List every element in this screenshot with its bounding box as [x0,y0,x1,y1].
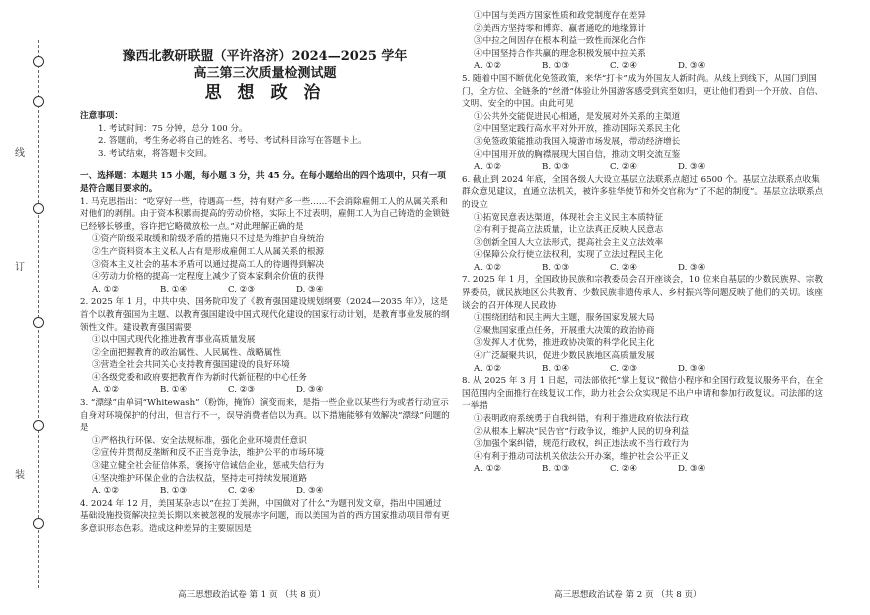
note-item: 1. 考试时间：75 分钟，总分 100 分。 [98,123,248,134]
notes-title: 注意事项： [80,111,123,121]
answer-choices [462,161,824,174]
question-option: ①拓宽民意表达渠道，体现社会主义民主本质特征 [474,212,664,223]
question-option: ④各级党委和政府要把教育作为新时代新征程的中心任务 [92,372,307,383]
question-option: ④劳动力价格的提高一定程度上减少了资本家剩余价值的获得 [92,272,325,283]
left-column [80,10,450,536]
choice-c: C. ②③ [610,363,638,374]
right-column [462,10,824,476]
choice-d: D. ③④ [678,464,706,475]
answer-choices [80,284,450,297]
question-option: ①资产阶级采取缓和阶级矛盾的措施只不过是为维护自身统治 [92,234,325,245]
choice-b: B. ①③ [542,262,570,273]
answer-choices [462,363,824,376]
question-option: ①中国与美西方国家性质和政党制度存在差异 [474,11,646,21]
exam-org-title: 豫西北教研联盟（平许洛济）2024—2025 学年 [122,49,408,64]
question-5 [462,73,824,174]
question-option: ④中国坚持合作共赢的理念积极发展中拉关系 [474,48,646,59]
choice-c: C. ②④ [610,464,638,475]
page-footer-left: 高三思想政治试卷 第 1 页 （共 8 页） [178,590,326,600]
question-stem: 8. 从 2025 年 3 月 1 日起，司法部依托“掌上复议”微信小程序和全国行政复议服务平台，在全国范围内全面推行在线复议工作，助力社会公众实现足不出户申请和参加行政复议。司法部的这一举措 [462,376,824,412]
answer-choices [462,463,824,476]
question-option: ④坚决维护环保企业的合法权益，坚持走可持续发展道路 [92,473,307,484]
choice-b: B. ①③ [542,464,570,475]
binding-label: 订 [15,262,25,273]
question-stem: 5. 随着中国不断优化免签政策，来华“打卡”成为外国友人新时尚。从线上到线下，从国门到国门，全方位、全链条的“丝滑”体验让外国游客感受到宾至如归，更让他们看到一个开放、自信、文明、安全的中国。由此可见 [462,73,824,110]
answer-choices [462,60,824,73]
binding-dashed-line [38,40,39,588]
subject-title: 思 想 政 治 [204,83,326,103]
question-option: ②从根本上解决“民告官”行政争议，维护人民的切身利益 [474,426,690,437]
question-8 [462,375,824,476]
choice-c: C. ②④ [228,486,256,497]
choice-b: B. ①④ [542,363,570,374]
choice-a: A. ①② [92,284,120,295]
question-option: ④有利于推动司法机关依法公开办案，维护社会公平正义 [474,451,689,462]
note-item: 3. 考试结束，将答题卡交回。 [98,148,213,159]
choice-a: A. ①② [474,61,502,72]
question-option: ①以中国式现代化推进教育事业高质量发展 [92,335,256,346]
question-option: ②美西方坚持零和博弈、赢者通吃的地缘算计 [474,23,646,34]
choice-d: D. ③④ [678,162,706,173]
question-option: ③资本主义社会的基本矛盾可以通过提高工人的待遇得到解决 [92,259,325,270]
binding-hole-icon [33,420,44,431]
choice-d: D. ③④ [678,262,706,273]
section-heading: 一、选择题：本题共 15 小题，每小题 3 分，共 45 分。在每小题给出的四个选项中，只有一项是符合题目要求的。 [80,171,446,194]
answer-choices [80,485,450,498]
question-stem: 2. 2025 年 1 月，中共中央、国务院印发了《教育强国建设规划纲要（2024—2035 年）》，这是首个以教育强国为主题、以教育强国建设中国式现代化建设的国家行动计划，是教育事业发展的纲领性文件。建设教育强国需要 [80,297,450,333]
choice-d: D. ③④ [296,385,324,396]
choice-c: C. ②③ [228,284,256,295]
question-option: ③建立健全社会征信体系，褒扬守信诚信企业，惩戒失信行为 [92,461,325,472]
question-7 [462,274,824,375]
question-option: ③创新全国人大立法形式，提高社会主义立法效率 [474,237,664,248]
question-option: ④保障公众行使立法权利，实现了立法过程民主化 [474,250,664,261]
binding-hole-icon [33,203,44,214]
question-3 [80,397,450,498]
choice-c: C. ②④ [610,162,638,173]
binding-hole-icon [33,96,44,107]
question-option: ①严格执行环保、安全法规标准，强化企业环境责任意识 [92,435,307,446]
question-option: ③营造全社会共同关心支持教育强国建设的良好环境 [92,360,290,371]
question-option: ③发挥人才优势，推进政协决策的科学化民主化 [474,338,655,349]
choice-c: C. ②④ [610,61,638,72]
question-stem: 3. “漂绿”由单词“Whitewash”（粉饰，掩饰）演变而来，是指一些企业以某些行为或者行动宣示自身对环境保护的付出，但言行不一，误导消费者信以为真。以下措施能够有效解决“漂绿”问题的是 [80,398,450,434]
question-4-continued [462,10,824,73]
page-footer-right: 高三思想政治试卷 第 2 页 （共 8 页） [554,590,702,600]
choice-d: D. ③④ [678,363,706,374]
choice-a: A. ①② [474,162,502,173]
binding-hole-icon [33,518,44,529]
question-option: ①公共外交能促进民心相通，是发展对外关系的主渠道 [474,111,681,122]
question-option: ③中拉之间因存在根本利益一致性而深化合作 [474,36,646,47]
question-6 [462,174,824,275]
choice-c: C. ②③ [228,385,256,396]
question-option: ②聚焦国家重点任务，开展重大决策的政治协商 [474,325,655,336]
binding-hole-icon [33,317,44,328]
answer-choices [80,384,450,397]
choice-b: B. ①③ [542,162,570,173]
choice-b: B. ①③ [160,486,188,497]
question-1 [80,196,450,297]
question-option: ②全面把握教育的政治属性、人民属性、战略属性 [92,347,282,358]
binding-margin [0,0,64,615]
question-option: ③免签政策能推动我国入境游市场发展，带动经济增长 [474,136,681,147]
exam-title: 高三第三次质量检测试题 [193,66,337,81]
question-option: ①表明政府系统勇于自我纠错，有利于推进政府依法行政 [474,414,689,424]
question-option: ②有利于提高立法质量，让立法真正反映人民意志 [474,225,664,236]
question-stem: 1. 马克思指出：“吃穿好一些，待遇高一些，持有财产多一些……不会消除雇佣工人的从属关系和对他们的剥削。由于资本积累而提高的劳动价格，实际上不过表明，雇佣工人为自己铸造的金锁链已经够长够重，容许把它略微放松一点。”对此理解正确的是 [80,196,450,232]
choice-d: D. ③④ [296,486,324,497]
question-stem: 7. 2025 年 1 月，全国政协民族和宗教委员会召开座谈会，10 位来自基层的少数民族界、宗教界委员，就民族地区公共教育、少数民族非遗传承人、乡村振兴等问题反映了他们的关切。该座谈会的召开体现人民政协 [462,275,823,311]
question-stem: 6. 截止到 2024 年底，全国各级人大设立基层立法联系点超过 6500 个。基层立法联系点收集群众意见建议，直通立法机关，被许多驻华使节和外交官称为“了不起的制度”。基层立法联系点的设立 [462,174,824,210]
answer-choices [462,262,824,275]
choice-c: C. ②④ [610,262,638,273]
question-option: ③加强个案纠错，规范行政权，纠正违法或不当行政行为 [474,439,689,450]
question-option: ④广泛凝聚共识，促进少数民族地区高质量发展 [474,351,655,362]
binding-hole-icon [33,56,44,67]
question-stem: 4. 2024 年 12 月，美国某杂志以“在拉丁美洲，中国做对了什么”为题刊发文章，指出中国通过基础设施投资解决拉美长期以来被忽视的发展赤字问题，而以美国为首的西方国家推动项目带有更多意识形态色彩。造成这种差异的主要原因是 [80,498,450,534]
note-item: 2. 答题前，考生务必将自己的姓名、考号、考试科目涂写在答题卡上。 [98,136,367,147]
question-option: ④中国用开放的胸襟展现大国自信，推动文明交流互鉴 [474,149,681,160]
choice-a: A. ①② [474,262,502,273]
question-4 [80,498,450,536]
choice-b: B. ①④ [160,284,188,295]
binding-label: 装 [15,470,25,481]
question-option: ①围绕团结和民主两大主题，服务国家发展大局 [474,313,655,324]
question-option: ②生产资料资本主义私人占有是形成雇佣工人从属关系的根源 [92,246,325,257]
choice-b: B. ①③ [542,61,570,72]
choice-d: D. ③④ [296,284,324,295]
choice-a: A. ①② [92,486,120,497]
choice-a: A. ①② [474,363,502,374]
binding-label: 线 [15,148,25,159]
choice-b: B. ①④ [160,385,188,396]
question-option: ②中国坚定践行高水平对外开放，推动国际关系民主化 [474,124,681,135]
question-option: ②宣传并贯彻反垄断和反不正当竞争法，维护公平的市场环境 [92,448,325,459]
choice-a: A. ①② [92,385,120,396]
question-2 [80,296,450,397]
choice-a: A. ①② [474,464,502,475]
choice-d: D. ③④ [678,61,706,72]
